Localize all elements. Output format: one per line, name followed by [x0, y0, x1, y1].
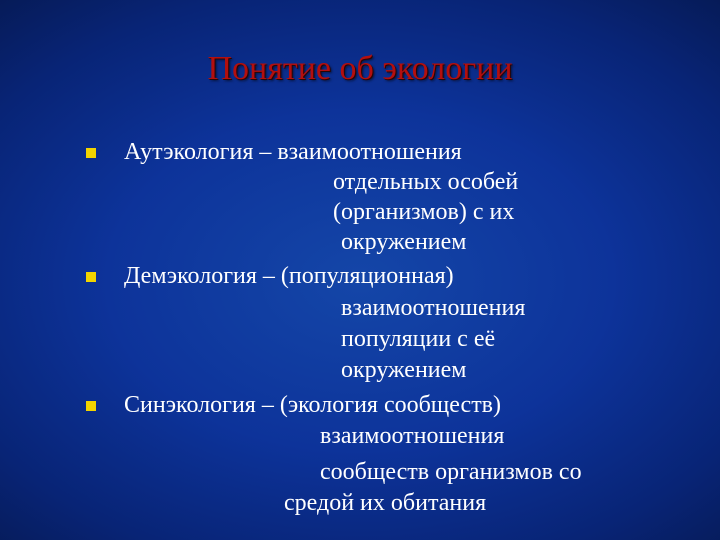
- slide-title: Понятие об экологии: [207, 50, 513, 87]
- bullet-line: средой их обитания: [284, 490, 487, 516]
- square-bullet-icon: [86, 148, 96, 158]
- bullet-line: Синэкология – (экология сообществ): [124, 392, 502, 418]
- bullet-line: сообществ организмов со: [320, 459, 582, 485]
- bullet-line: (организмов) с их: [333, 199, 515, 225]
- bullet-line: популяции с её: [341, 326, 496, 352]
- square-bullet-icon: [86, 401, 96, 411]
- square-bullet-icon: [86, 272, 96, 282]
- bullet-line: отдельных особей: [333, 169, 519, 195]
- bullet-line: Аутэкология – взаимоотношения: [124, 139, 462, 165]
- bullet-line: Демэкология – (популяционная): [124, 263, 454, 289]
- bullet-line: взаимоотношения: [341, 295, 526, 321]
- bullet-line: взаимоотношения: [320, 423, 505, 449]
- bullet-line: окружением: [341, 357, 467, 383]
- bullet-line: окружением: [341, 229, 467, 255]
